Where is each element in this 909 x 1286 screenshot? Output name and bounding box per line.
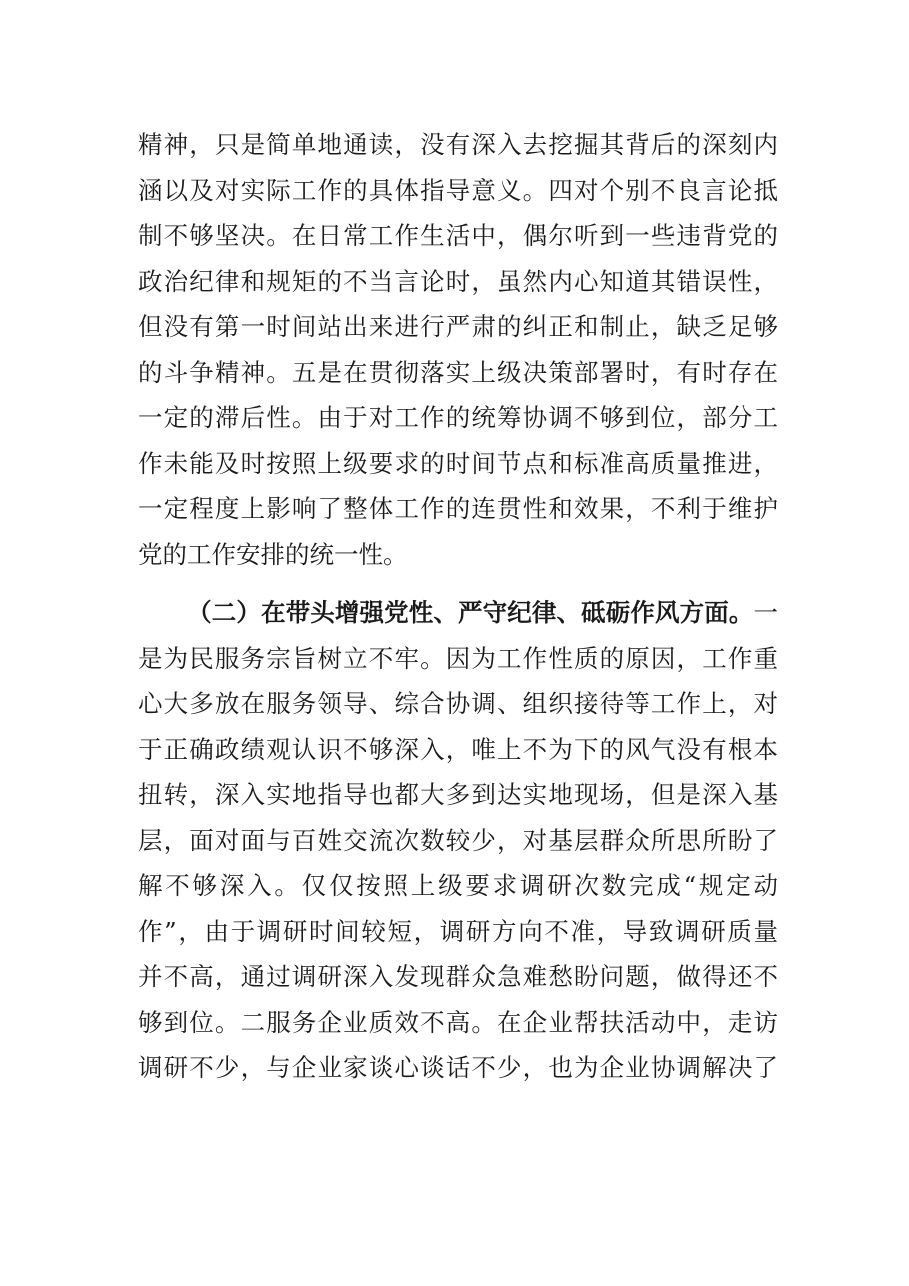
section-heading: （二）在带头增强党性、严守纪律、砥砺作风方面。 xyxy=(187,598,754,627)
text-line: 党的工作安排的统一性。 xyxy=(138,539,408,569)
text-line: 调研不少，与企业家谈心谈话不少，也为企业协调解决了 xyxy=(138,1053,778,1082)
text-line: 扭转，深入实地指导也都大多到达实地现场，但是深入基 xyxy=(138,780,778,809)
text-line: 作未能及时按照上级要求的时间节点和标准高质量推进， xyxy=(138,448,778,478)
section-heading-line xyxy=(138,590,778,636)
text-line: 一定的滞后性。由于对工作的统筹协调不够到位，部分工 xyxy=(138,403,778,432)
heading-tail-text: 一 xyxy=(753,598,778,627)
text-line: 精神，只是简单地通读，没有深入去挖掘其背后的深刻内 xyxy=(138,130,778,159)
text-line: 的斗争精神。五是在贯彻落实上级决策部署时，有时存在 xyxy=(138,357,778,387)
document-body xyxy=(138,122,778,1091)
text-line: 但没有第一时间站出来进行严肃的纠正和制止，缺乏足够 xyxy=(138,312,778,341)
text-line: 作”，由于调研时间较短，调研方向不准，导致调研质量 xyxy=(138,916,778,946)
paragraph-gap xyxy=(138,577,778,590)
text-line: 制不够坚决。在日常工作生活中，偶尔听到一些违背党的 xyxy=(138,221,778,250)
text-line: 涵以及对实际工作的具体指导意义。四对个别不良言论抵 xyxy=(138,175,778,205)
text-line: 层，面对面与百姓交流次数较少，对基层群众所思所盼了 xyxy=(138,825,778,855)
text-line: 解不够深入。仅仅按照上级要求调研次数完成“规定动 xyxy=(138,871,778,900)
text-line: 政治纪律和规矩的不当言论时，虽然内心知道其错误性， xyxy=(138,266,778,296)
text-line: 并不高，通过调研深入发现群众急难愁盼问题，做得还不 xyxy=(138,962,778,991)
text-line: 是为民服务宗旨树立不牢。因为工作性质的原因，工作重 xyxy=(138,643,778,673)
text-line: 于正确政绩观认识不够深入，唯上不为下的风气没有根本 xyxy=(138,734,778,764)
paragraph-1 xyxy=(138,122,778,577)
text-line: 够到位。二服务企业质效不高。在企业帮扶活动中，走访 xyxy=(138,1007,778,1037)
text-line: 一定程度上影响了整体工作的连贯性和效果，不利于维护 xyxy=(138,494,778,523)
text-line: 心大多放在服务领导、综合协调、组织接待等工作上，对 xyxy=(138,689,778,718)
paragraph-2 xyxy=(138,590,778,1091)
